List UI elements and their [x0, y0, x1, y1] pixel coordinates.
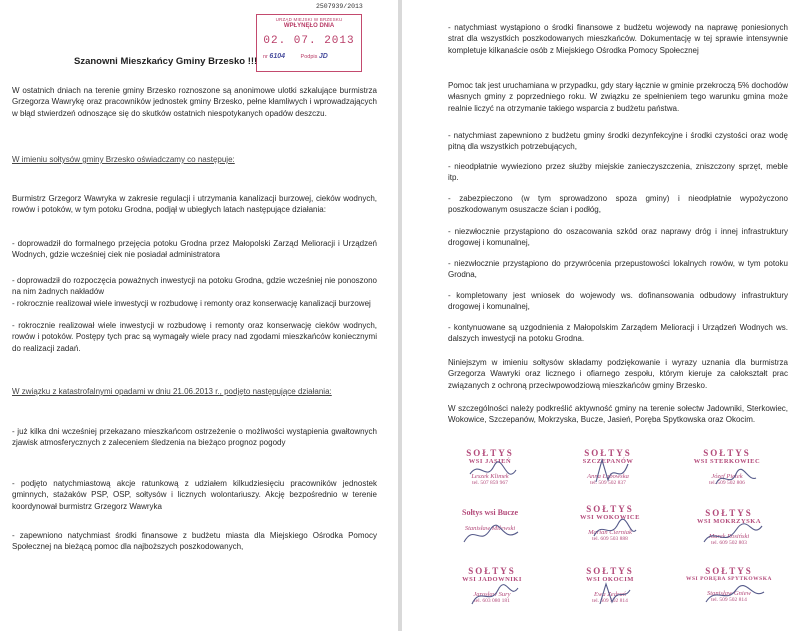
- intro-paragraph: W ostatnich dniach na terenie gminy Brzesko roznoszone są anonimowe ulotki szkalujące burmistrza Grzegorza Wawrykę oraz pracowników jednostek gminy Brzesko, pełne kłamliwych i wprowadzających w błąd stwierdzeń odnoszące się do skutków ostatnich niespotykanych opadów deszczu.: [12, 86, 377, 118]
- soltys-stamp: [672, 448, 782, 486]
- stamp-office: URZĄD MIEJSKI W BRZESKU: [275, 17, 343, 22]
- soltys-stamp: [556, 448, 660, 486]
- action-item: - rokrocznie realizował wiele inwestycji w rozbudowę i remonty oraz konserwację kanalizacji burzowej: [12, 299, 371, 308]
- stamp-name: Stanisław Gniew: [707, 590, 751, 597]
- signature-scribble-icon: [438, 512, 542, 558]
- thanks-paragraph: Niniejszym w imieniu sołtysów składamy podziękowanie i wyrazy uznania dla burmistrza Grzegorza Wawryki oraz licznego i ofiarnego zespołu, którym kieruje za całokształt prac związanych z ochroną przeciwpowodziową mieszkańców gminy Brzesko.: [448, 358, 788, 390]
- soltys-stamp: [674, 508, 784, 546]
- signature-scribble-icon: [558, 508, 662, 554]
- stamp-phone: tel. 609 502 814: [592, 598, 628, 604]
- stamp-head: SOŁTYS: [466, 448, 514, 458]
- signature-scribble-icon: [558, 570, 662, 616]
- soltys-stamp: [672, 566, 786, 603]
- stamp-head: SOŁTYS: [703, 448, 751, 458]
- flood-heading: W związku z katastrofalnymi opadami w dniu 21.06.2013 r., podjęto następujące działania:: [12, 387, 332, 396]
- soltys-stamp: [438, 508, 542, 532]
- stamp-signature: JD: [318, 53, 328, 60]
- stamp-village: WSI MOKRZYSKA: [696, 518, 762, 525]
- flood-action-item: - kompletowany jest wniosek do wojewody ws. dofinansowania odbudowy infrastruktury drogowej i komunalnej,: [448, 291, 788, 312]
- soltys-stamp: [442, 566, 542, 604]
- stamp-head: SOŁTYS: [705, 566, 753, 576]
- flood-action-item: - nieodpłatnie wywieziono przez służby miejskie zanieczyszczenia, zniszczony sprzęt, meble itp.: [448, 162, 788, 183]
- stamp-phone: tel. 603 080 181: [474, 598, 510, 604]
- flood-action-item: - zabezpieczono (w tym sprowadzono spoza gminy) i nieodpłatnie wypożyczono poszkodowanym osuszacze ścian i podłóg,: [448, 194, 788, 215]
- stamp-phone: tel. 609 503 888: [592, 536, 628, 542]
- aid-paragraph: Pomoc tak jest uruchamiana w przypadku, gdy stary łącznie w gminie przekroczą 5% dochodów własnych gminy z poprzedniego roku. W związku ze spełnieniem tego warunku gmina może realnie liczyć na otrzymanie takiego wsparcia z budżetu państwa.: [448, 81, 788, 113]
- signature-scribble-icon: [440, 452, 540, 498]
- stamp-head: Sołtys wsi Bucze: [462, 508, 518, 517]
- soltys-stamp: [440, 448, 540, 486]
- actions-intro: Burmistrz Grzegorz Wawryka w zakresie regulacji i utrzymania kanalizacji burzowej, cieków wodnych, rowów i potoków, w tym potoku Grodna, podjął w ubiegłych latach następujące działania:: [12, 194, 377, 215]
- document-id: 2507939/2013: [316, 3, 363, 10]
- flood-action-item: - natychmiast wystąpiono o środki finansowe z budżetu wojewody na naprawę poniesionych strat dla wszystkich poszkodowanych mieszkańców. Dokumentację w tej sprawie intensywnie kompletuje kilkanaście osób z Miejskiego Ośrodka Pomocy Społecznej: [448, 23, 788, 55]
- action-item: - rokrocznie realizował wiele inwestycji w rozbudowę i remonty oraz konserwację cieków wodnych, rowów i potoków. Postępy tych prac są wymagały wiele pracy nad zgodami mieszkańców koniecznymi do realizacji zadań.: [12, 321, 377, 353]
- signature-scribble-icon: [556, 452, 660, 498]
- stamp-number-label: nr: [263, 54, 268, 60]
- stamp-phone: tel. 507 859 967: [472, 480, 508, 486]
- stamp-date: 02. 07. 2013: [263, 35, 355, 47]
- soltys-stamp: [558, 504, 662, 542]
- stamp-phone: tel. 509 502 814: [711, 597, 747, 603]
- stamp-village: WSI WOKOWICE: [580, 514, 640, 521]
- flood-action-item: - podjęto natychmiastową akcje ratunkową z udziałem kilkudziesięciu pracowników jednostek gminnych, stażaków PSP, OSP, sołtysów i licznych wolontariuszy. Akcję bezpośrednio w terenie koordynował burmistrz Grzegorz Wawryka: [12, 479, 377, 511]
- stamp-village: WSI PORĘBA SPYTKOWSKA: [686, 576, 772, 582]
- flood-action-item: - niezwłocznie przystąpiono do przywrócenia przepustowości lokalnych rowów, w tym potoku Grodna,: [448, 259, 788, 280]
- signature-area: [428, 442, 788, 630]
- stamp-name: Ewa Zedrań: [594, 591, 626, 598]
- stamp-village: WSI JASIEŃ: [468, 458, 512, 465]
- flood-action-item: - niezwłocznie przystąpiono do oszacowania szkód oraz naprawy dróg i innej infrastruktury drogowej i komunalnej,: [448, 227, 788, 248]
- stamp-name: Leszek Klimek: [471, 473, 509, 480]
- stamp-phone: tel. 509 502 806: [709, 480, 745, 486]
- signature-scribble-icon: [442, 570, 542, 616]
- stamp-name: Anna Łabowska: [587, 473, 629, 480]
- villages-paragraph: W szczególności należy podkreślić aktywność gminy na terenie sołectw Jadowniki, Sterkowiec, Wokowice, Szczepanów, Mokrzyska, Bucze, Jasień, Poręba Spytkowska oraz Okocim.: [448, 404, 788, 425]
- statement-heading: W imieniu sołtysów gminy Brzesko oświadczamy co następuje:: [12, 155, 235, 164]
- stamp-number: 6104: [269, 53, 285, 60]
- stamp-head: SOŁTYS: [468, 566, 516, 576]
- stamp-village: SZCZEPANÓW: [582, 458, 634, 465]
- stamp-phone: tel. 609 502 803: [711, 540, 747, 546]
- stamp-village: WSI OKOCIM: [586, 576, 634, 583]
- stamp-signature-label: Podpis: [300, 54, 318, 60]
- left-page: [0, 0, 398, 631]
- flood-action-item: - już kilka dni wcześniej przekazano mieszkańcom ostrzeżenie o możliwości wystąpienia gwałtownych zjawisk atmosferycznych z zaleceniem śledzenia na bieżąco prognoz pogody: [12, 427, 377, 448]
- stamp-name: Stanisław Milewski: [464, 525, 516, 532]
- stamp-name: Jarosław Sury: [473, 591, 511, 598]
- stamp-name: Marian Cierniak: [588, 529, 632, 536]
- stamp-village: WSI JADOWNIKI: [462, 576, 522, 583]
- stamp-head: SOŁTYS: [584, 448, 632, 458]
- document-title: Szanowni Mieszkańcy Gminy Brzesko !!!: [74, 56, 258, 67]
- signature-scribble-icon: [674, 512, 784, 558]
- flood-action-item: - natychmiast zapewniono z budżetu gminy środki dezynfekcyjne i środki czystości oraz wodę pitną dla wszystkich potrzebujących,: [448, 131, 788, 152]
- stamp-name: Józef Pietek: [711, 473, 743, 480]
- stamp-phone: tel. 509 502 837: [590, 480, 626, 486]
- soltys-stamp: [558, 566, 662, 604]
- signature-scribble-icon: [672, 452, 782, 498]
- stamp-name: Marek Rosiński: [708, 533, 750, 540]
- action-item: - doprowadził do rozpoczęcia poważnych inwestycji na potoku Grodna, gdzie wcześniej nie ponoszono na nim żadnych nakładów: [12, 276, 377, 297]
- right-page: [402, 0, 800, 631]
- flood-action-item: - zapewniono natychmiast środki finansowe z budżetu miasta dla Miejskiego Ośrodka Pomocy Społecznej na bieżącą pomoc dla najboższych poszkodowanych,: [12, 531, 377, 552]
- stamp-head: SOŁTYS: [705, 508, 753, 518]
- stamp-head: SOŁTYS: [586, 504, 634, 514]
- stamp-number-row: [257, 53, 361, 60]
- action-item: - doprowadził do formalnego przejęcia potoku Grodna przez Małopolski Zarząd Melioracji i Urządzeń Wodnych, gdzie wcześniej ciek nie posiadał administratora: [12, 239, 377, 260]
- flood-action-item: - kontynuowane są uzgodnienia z Małopolskim Zarządem Melioracji i Urządzeń Wodnych ws. dalszych inwestycji na potoku Grodna.: [448, 323, 788, 344]
- stamp-received-label: WPŁYNĘŁO DNIA: [283, 23, 335, 29]
- registration-stamp: [256, 14, 362, 72]
- signature-scribble-icon: [672, 570, 786, 616]
- stamp-village: WSI STERKOWIEC: [693, 458, 761, 465]
- stamp-head: SOŁTYS: [586, 566, 634, 576]
